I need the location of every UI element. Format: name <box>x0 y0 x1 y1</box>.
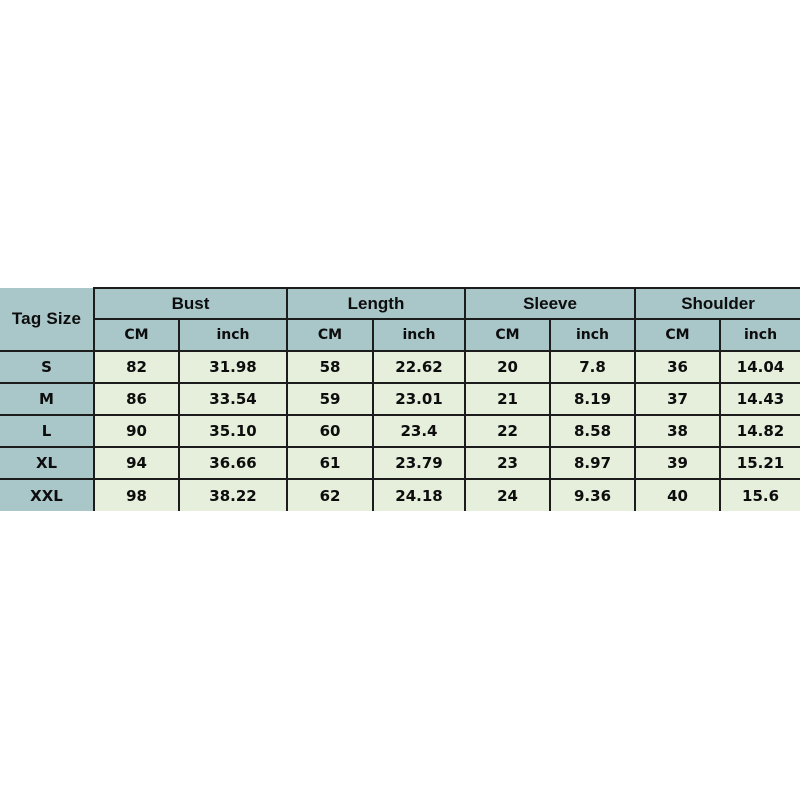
size-chart-table <box>0 287 800 511</box>
value-cell-sleeve-cm: 22 <box>465 415 550 447</box>
group-header-shoulder: Shoulder <box>635 288 800 319</box>
value-cell-length-inch: 23.01 <box>373 383 465 415</box>
value-cell-length-inch: 23.4 <box>373 415 465 447</box>
unit-header-shoulder-inch: inch <box>720 319 800 351</box>
size-cell: XXL <box>0 479 94 511</box>
table-row-size-xxl <box>0 479 800 511</box>
unit-header-length-cm: CM <box>287 319 373 351</box>
value-cell-length-cm: 61 <box>287 447 373 479</box>
unit-header-bust-inch: inch <box>179 319 287 351</box>
value-cell-shoulder-cm: 40 <box>635 479 720 511</box>
value-cell-shoulder-inch: 14.04 <box>720 351 800 383</box>
table-row-size-l <box>0 415 800 447</box>
unit-header-sleeve-inch: inch <box>550 319 635 351</box>
value-cell-sleeve-cm: 21 <box>465 383 550 415</box>
value-cell-bust-inch: 31.98 <box>179 351 287 383</box>
unit-header-row <box>0 319 800 351</box>
unit-header-bust-cm: CM <box>94 319 179 351</box>
value-cell-bust-cm: 86 <box>94 383 179 415</box>
unit-header-length-inch: inch <box>373 319 465 351</box>
table-row-size-xl <box>0 447 800 479</box>
value-cell-bust-inch: 38.22 <box>179 479 287 511</box>
value-cell-length-cm: 59 <box>287 383 373 415</box>
corner-header-tag-size: Tag Size <box>0 288 94 351</box>
unit-header-shoulder-cm: CM <box>635 319 720 351</box>
value-cell-length-inch: 23.79 <box>373 447 465 479</box>
value-cell-length-cm: 62 <box>287 479 373 511</box>
value-cell-bust-cm: 98 <box>94 479 179 511</box>
group-header-row <box>0 288 800 319</box>
value-cell-length-inch: 22.62 <box>373 351 465 383</box>
value-cell-sleeve-inch: 8.58 <box>550 415 635 447</box>
unit-header-sleeve-cm: CM <box>465 319 550 351</box>
size-cell: M <box>0 383 94 415</box>
value-cell-sleeve-cm: 23 <box>465 447 550 479</box>
group-header-sleeve: Sleeve <box>465 288 635 319</box>
table-row-size-s <box>0 351 800 383</box>
size-cell: L <box>0 415 94 447</box>
value-cell-bust-cm: 90 <box>94 415 179 447</box>
value-cell-bust-inch: 36.66 <box>179 447 287 479</box>
value-cell-length-cm: 58 <box>287 351 373 383</box>
value-cell-sleeve-cm: 24 <box>465 479 550 511</box>
value-cell-bust-cm: 82 <box>94 351 179 383</box>
value-cell-length-cm: 60 <box>287 415 373 447</box>
size-cell: XL <box>0 447 94 479</box>
value-cell-sleeve-inch: 7.8 <box>550 351 635 383</box>
value-cell-length-inch: 24.18 <box>373 479 465 511</box>
value-cell-shoulder-cm: 39 <box>635 447 720 479</box>
value-cell-bust-inch: 33.54 <box>179 383 287 415</box>
value-cell-shoulder-inch: 15.6 <box>720 479 800 511</box>
value-cell-bust-cm: 94 <box>94 447 179 479</box>
value-cell-shoulder-inch: 14.43 <box>720 383 800 415</box>
group-header-bust: Bust <box>94 288 287 319</box>
value-cell-shoulder-cm: 38 <box>635 415 720 447</box>
value-cell-shoulder-inch: 15.21 <box>720 447 800 479</box>
value-cell-sleeve-inch: 8.97 <box>550 447 635 479</box>
group-header-length: Length <box>287 288 465 319</box>
value-cell-shoulder-inch: 14.82 <box>720 415 800 447</box>
table-row-size-m <box>0 383 800 415</box>
value-cell-sleeve-cm: 20 <box>465 351 550 383</box>
value-cell-shoulder-cm: 36 <box>635 351 720 383</box>
value-cell-bust-inch: 35.10 <box>179 415 287 447</box>
size-cell: S <box>0 351 94 383</box>
value-cell-sleeve-inch: 9.36 <box>550 479 635 511</box>
value-cell-sleeve-inch: 8.19 <box>550 383 635 415</box>
value-cell-shoulder-cm: 37 <box>635 383 720 415</box>
